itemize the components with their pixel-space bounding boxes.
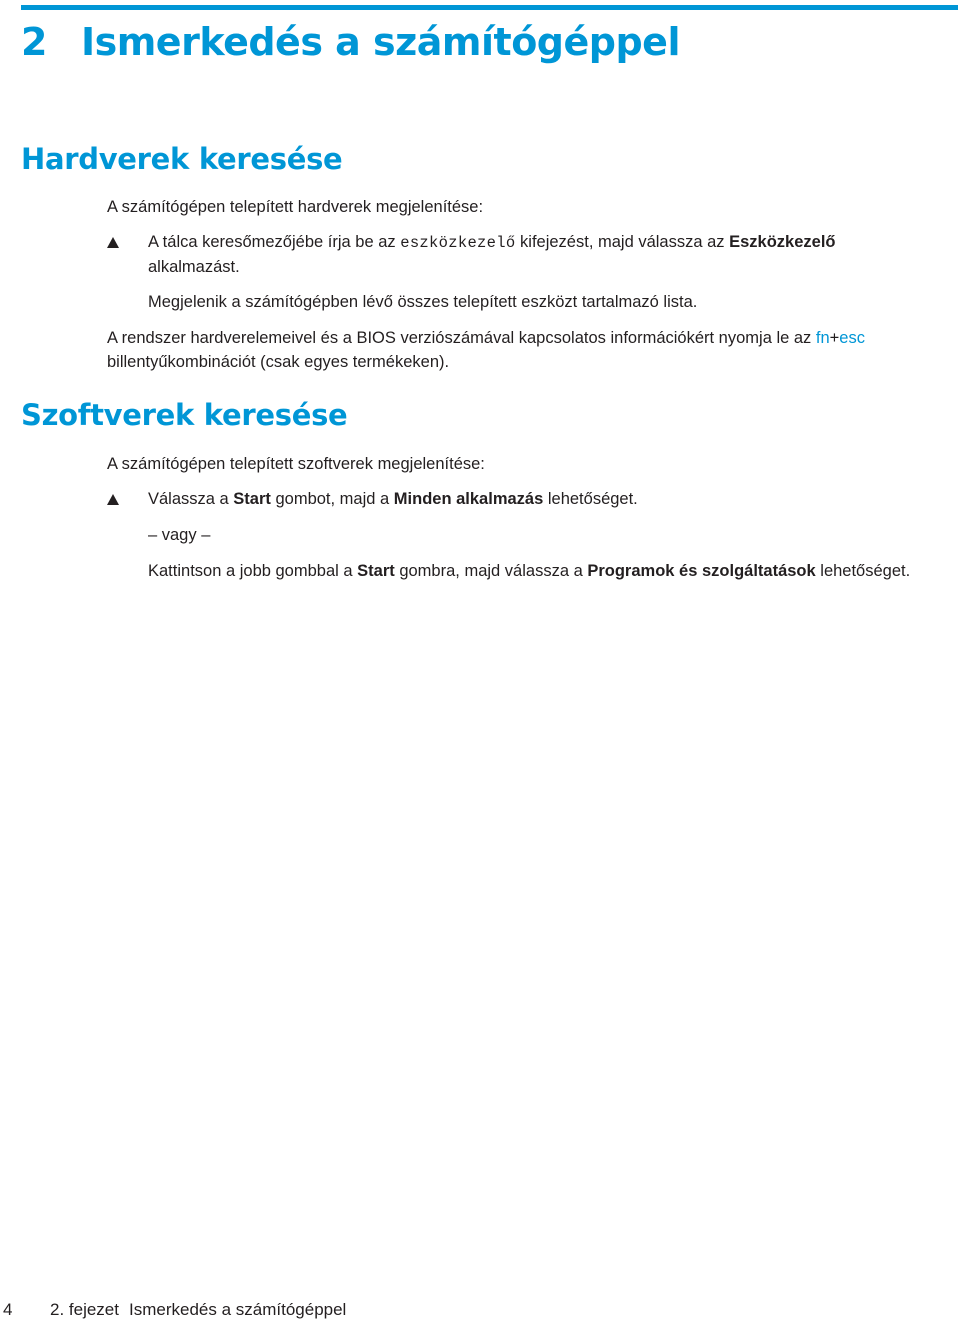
footer-title: Ismerkedés a számítógéppel [129,1300,347,1319]
bios-info-paragraph [107,326,927,374]
footer-chapter: 2. fejezet [50,1300,119,1319]
section-heading-software: Szoftverek keresése [21,398,348,432]
software-alt-bold: Programok és szolgáltatások [587,562,816,580]
step-triangle-icon [107,494,119,505]
hardware-step-bold: Eszközkezelő [729,233,836,251]
hardware-result: Megjelenik a számítógépben lévő összes telepített eszközt tartalmazó lista. [148,293,698,311]
software-step [148,487,638,511]
hardware-intro: A számítógépen telepített hardverek megjelenítése: [107,198,484,216]
hardware-step-code: eszközkezelő [400,234,516,252]
software-alt-text: lehetőséget. [815,562,911,580]
software-step-bold: Minden alkalmazás [393,490,544,508]
software-intro: A számítógépen telepített szoftverek megjelenítése: [107,455,485,473]
software-step-text: lehetőséget. [543,490,638,508]
software-step-bold: Start [233,490,271,508]
page-number: 4 [3,1300,13,1319]
hardware-step [148,230,908,279]
key-esc: esc [839,329,865,347]
software-alt-text: Kattintson a jobb gombbal a [148,562,358,580]
software-step-text: Válassza a [148,490,234,508]
key-fn: fn [815,329,830,347]
chapter-title [21,20,680,64]
hardware-step-text: alkalmazást. [148,258,240,276]
page-footer [3,1300,346,1320]
or-separator: – vagy – [148,526,211,544]
hardware-step-text: kifejezést, majd válassza az [515,233,730,251]
software-alt-bold: Start [357,562,395,580]
bios-info-text: billentyűkombinációt (csak egyes termékeken). [107,353,450,371]
software-alt-step [148,559,910,583]
hardware-step-text: A tálca keresőmezőjébe írja be az [148,233,401,251]
step-triangle-icon [107,237,119,248]
chapter-top-rule [21,5,958,10]
software-alt-text: gombra, majd válassza a [394,562,588,580]
key-plus: + [829,329,840,347]
section-heading-hardware: Hardverek keresése [21,142,343,176]
bios-info-text: A rendszer hardverelemeivel és a BIOS verziószámával kapcsolatos információkért nyomja le az [107,329,816,347]
software-step-text: gombot, majd a [270,490,394,508]
chapter-title-text: Ismerkedés a számítógéppel [80,20,680,64]
chapter-number: 2 [21,20,47,64]
